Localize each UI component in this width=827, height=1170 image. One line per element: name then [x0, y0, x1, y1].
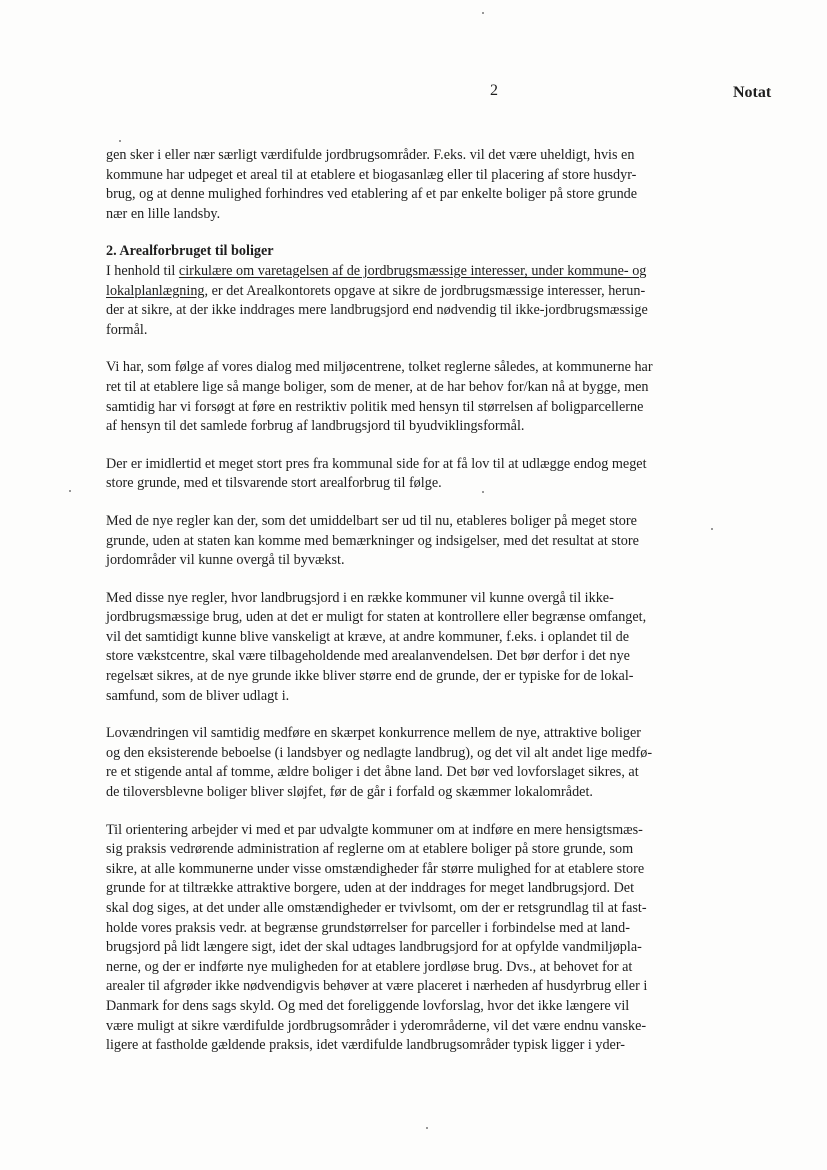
text-line: Danmark for dens sags skyld. Og med det foreliggende lovforslag, hvor det ikke længere vil	[106, 997, 630, 1014]
text-line: brug, og at denne mulighed forhindres ved etablering af et par enkelte boliger på store grunde	[106, 186, 638, 203]
text-line: store grunde, med et tilsvarende stort arealforbrug til følge.	[106, 475, 442, 492]
section-heading: 2. Arealforbruget til boliger	[106, 243, 274, 260]
text-fragment: , er det Arealkontorets opgave at sikre de jordbrugsmæssige interesser, herun-	[204, 282, 646, 299]
scan-speck	[711, 528, 713, 530]
paragraph-5	[106, 512, 676, 571]
text-line	[106, 282, 676, 302]
text-line: Til orientering arbejder vi med et par udvalgte kommuner om at indføre en mere hensigtsmæs-	[106, 821, 643, 838]
section-2	[106, 242, 676, 340]
text-line: Med disse nye regler, hvor landbrugsjord i en række kommuner vil kunne overgå til ikke-	[106, 589, 614, 606]
document-body	[106, 146, 676, 1074]
text-line: de tiloversblevne boliger bliver sløjfet, før de går i forfald og skæmmer lokalområdet.	[106, 784, 593, 801]
text-line: grunde, uden at staten kan komme med bemærkninger og indsigelser, med det resultat at store	[106, 532, 639, 549]
text-line: kommune har udpeget et areal til at etablere et biogasanlæg eller til placering af store husdyr-	[106, 166, 637, 183]
text-line: samfund, som de bliver udlagt i.	[106, 687, 290, 704]
text-line: af hensyn til det samlede forbrug af landbrugsjord til byudviklingsformål.	[106, 418, 525, 435]
text-line: arealer til afgrøder ikke nødvendigvis behøver at være placeret i nærheden af husdyrbrug eller i	[106, 978, 648, 995]
scan-speck	[119, 140, 121, 142]
circular-reference-link[interactable]: cirkulære om varetagelsen af de jordbrugsmæssige interesser, under kommune- og	[178, 262, 647, 279]
text-line: store vækstcentre, skal være tilbageholdende med arealanvendelsen. Det bør derfor i det nye	[106, 648, 630, 665]
paragraph-7	[106, 724, 676, 802]
text-line: være muligt at sikre værdifulde jordbrugsområder i yderområderne, vil det være endnu vanske-	[106, 1017, 647, 1034]
text-line: ret til at etablere lige så mange boliger, som de mener, at de har behov for/kan nå at bygge, men	[106, 378, 649, 395]
paragraph-1	[106, 146, 676, 224]
text-line: jordområder vil kunne overgå til byvækst.	[106, 552, 345, 569]
text-line: jordbrugsmæssige brug, uden at det er muligt for staten at kontrollere eller begrænse omfanget,	[106, 609, 647, 626]
text-line: vil det samtidigt kunne blive vanskeligt at kræve, at andre kommuner, f.eks. i oplandet til de	[106, 628, 630, 645]
text-line: Vi har, som følge af vores dialog med miljøcentrene, tolket reglerne således, at kommunerne har	[106, 359, 653, 376]
text-line: sig praksis vedrørende administration af reglerne om at etablere boliger på store grunde, som	[106, 841, 634, 858]
page-number: 2	[490, 82, 498, 99]
text-line: re et stigende antal af tomme, ældre boliger i det åbne land. Det bør ved lovforslaget sikres, at	[106, 764, 639, 781]
document-type-label: Notat	[733, 84, 772, 101]
circular-reference-link-continued[interactable]: lokalplanlægning	[106, 282, 205, 299]
text-line: nær en lille landsby.	[106, 205, 221, 222]
text-line: regelsæt sikres, at de nye grunde ikke bliver større end de grunde, der er typiske for de lokal-	[106, 668, 634, 685]
text-line: brugsjord på lidt længere sigt, idet der skal udtages landbrugsjord for at opfylde vandmiljøpla-	[106, 939, 642, 956]
text-line: og den eksisterende beboelse (i landsbyer og nedlagte landbrug), og det vil alt andet lige medfø-	[106, 744, 653, 761]
scan-speck	[482, 12, 484, 14]
text-line: nerne, og der er indførte nye muligheden for at etablere jordløse brug. Dvs., at behovet for at	[106, 958, 633, 975]
text-line: samtidig har vi forsøgt at føre en restriktiv politik med hensyn til størrelsen af boligparcellerne	[106, 398, 644, 415]
text-line: ligere at fastholde gældende praksis, idet værdifulde landbrugsområder typisk ligger i yder-	[106, 1037, 626, 1054]
paragraph-4	[106, 455, 676, 494]
paragraph-6	[106, 589, 676, 707]
text-line: Der er imidlertid et meget stort pres fra kommunal side for at få lov til at udlægge endog meget	[106, 455, 647, 472]
text-line: Lovændringen vil samtidig medføre en skærpet konkurrence mellem de nye, attraktive boliger	[106, 725, 642, 742]
text-line: der at sikre, at der ikke inddrages mere landbrugsjord end nødvendig til ikke-jordbrugsmæssige	[106, 302, 648, 319]
text-line: formål.	[106, 321, 148, 338]
text-line: Med de nye regler kan der, som det umiddelbart ser ud til nu, etableres boliger på meget store	[106, 512, 637, 529]
text-line: holde vores praksis vedr. at begrænse grundstørrelser for parceller i forbindelse med at land-	[106, 919, 630, 936]
text-line: sikre, at alle kommunerne under visse omstændigheder får større mulighed for at etablere store	[106, 860, 645, 877]
scan-speck	[69, 490, 71, 492]
scan-speck	[426, 1127, 428, 1129]
text-line	[106, 262, 676, 282]
text-fragment: I henhold til	[106, 262, 179, 279]
paragraph-8	[106, 821, 676, 1056]
text-line: gen sker i eller nær særligt værdifulde jordbrugsområder. F.eks. vil det være uheldigt, hvis en	[106, 147, 635, 163]
text-line: grunde for at tiltrække attraktive borgere, uden at der inddrages for meget landbrugsjord. Det	[106, 880, 635, 897]
text-line: skal dog siges, at det under alle omstændigheder er tvivlsomt, om der er retsgrundlag til at fast-	[106, 900, 647, 916]
paragraph-3	[106, 358, 676, 436]
